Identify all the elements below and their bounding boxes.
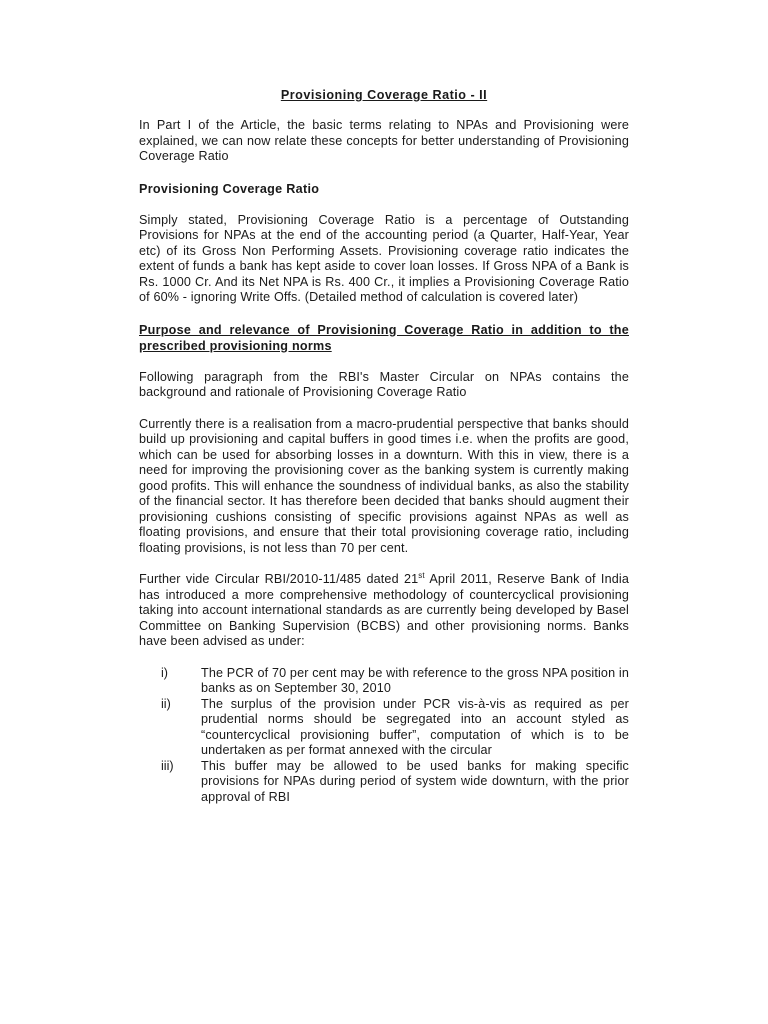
list-item-text: This buffer may be allowed to be used banks for making specific provisions for NPAs during period of system wide downturn, with the prior approval of RBI bbox=[201, 758, 629, 804]
list-item-number: i) bbox=[161, 665, 168, 680]
list-item bbox=[139, 697, 629, 759]
macro-prudential-paragraph: Currently there is a realisation from a macro-prudential perspective that banks should build up provisioning and capital buffers in good times i.e. when the profits are good, which can be used for absorbing losses in a downturn. With this in view, there is a need for improving the provisioning cover as the banking system is currently making good profits. This will enhance the soundness of individual banks, as also the stability of the financial sector. It has therefore been decided that banks should augment their provisioning cushions consisting of specific provisions against NPAs as well as floating provisions, and ensure that their total provisioning coverage ratio, including floating provisions, is not less than 70 per cent. bbox=[139, 416, 629, 555]
section-heading-purpose: Purpose and relevance of Provisioning Coverage Ratio in addition to the prescribed provisioning norms bbox=[139, 322, 629, 353]
countercyclical-text-start: Further vide Circular RBI/2010-11/485 dated 21 bbox=[139, 572, 419, 586]
pcr-definition-paragraph: Simply stated, Provisioning Coverage Ratio is a percentage of Outstanding Provisions for NPAs at the end of the accounting period (a Quarter, Half-Year, Year etc) of its Gross Non Performing Assets. Provisioning coverage ratio indicates the extent of funds a bank has kept aside to cover loan losses. If Gross NPA of a Bank is Rs. 1000 Cr. And its Net NPA is Rs. 400 Cr., it implies a Provisioning Coverage Ratio of 60% - ignoring Write Offs. (Detailed method of calculation is covered later) bbox=[139, 212, 629, 304]
list-item-number: iii) bbox=[161, 758, 174, 773]
list-item-text: The PCR of 70 per cent may be with reference to the gross NPA position in banks as on September 30, 2010 bbox=[201, 665, 629, 695]
list-item-number: ii) bbox=[161, 696, 171, 711]
guidelines-list bbox=[139, 666, 629, 806]
countercyclical-paragraph bbox=[139, 572, 629, 650]
section-heading-pcr: Provisioning Coverage Ratio bbox=[139, 181, 320, 196]
document-page bbox=[139, 86, 629, 805]
intro-paragraph: In Part I of the Article, the basic terms relating to NPAs and Provisioning were explained, we can now relate these concepts for better understanding of Provisioning Coverage Ratio bbox=[139, 118, 629, 163]
rbi-circular-intro-paragraph: Following paragraph from the RBI's Master Circular on NPAs contains the background and rationale of Provisioning Coverage Ratio bbox=[139, 369, 629, 399]
date-ordinal-suffix: st bbox=[418, 571, 425, 580]
list-item bbox=[139, 666, 629, 697]
countercyclical-text-end: April 2011, Reserve Bank of India has introduced a more comprehensive methodology of countercyclical provisioning taking into account international standards as are currently being developed by Basel Committee on Banking Supervision (BCBS) and other provisioning norms. Banks have been advised as under: bbox=[139, 572, 629, 648]
list-item bbox=[139, 759, 629, 806]
list-item-text: The surplus of the provision under PCR vis-à-vis as required as per prudential norms should be segregated into an account styled as “countercyclical provisioning buffer”, computation of which is to be undertaken as per format annexed with the circular bbox=[201, 696, 629, 757]
document-title: Provisioning Coverage Ratio - II bbox=[280, 88, 488, 102]
